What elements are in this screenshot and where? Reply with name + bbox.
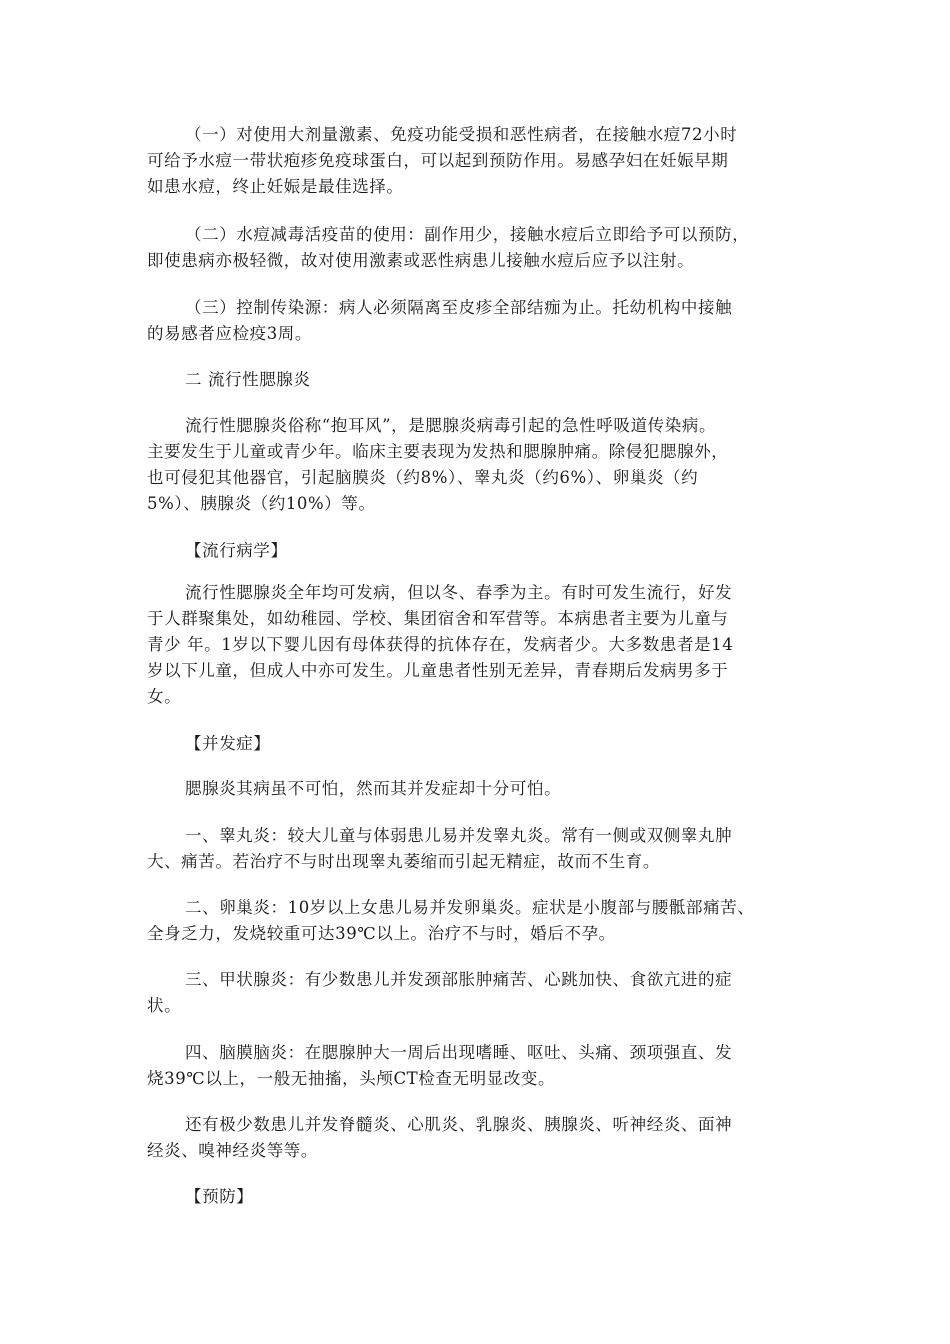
text-line: 女。 — [147, 687, 182, 706]
text-line: 三、甲状腺炎：有少数患儿并发颈部胀肿痛苦、心跳加快、食欲亢进的症 — [185, 970, 733, 989]
text-line: 【预防】 — [185, 1187, 254, 1206]
text-line: 可给予水痘一带状疱疹免疫球蛋白，可以起到预防作用。易感孕妇在妊娠早期 — [147, 151, 729, 170]
paragraph-other-complications — [147, 1112, 807, 1164]
text-line: （三）控制传染源：病人必须隔离至皮疹全部结痂为止。托幼机构中接触 — [185, 298, 733, 317]
text-line: 流行性腮腺炎全年均可发病，但以冬、春季为主。有时可发生流行，好发 — [185, 583, 733, 602]
text-line: 即使患病亦极轻微，故对使用激素或恶性病患儿接触水痘后应予以注射。 — [147, 251, 695, 270]
text-line: 岁以下儿童，但成人中亦可发生。儿童患者性别无差异，青春期后发病男多于 — [147, 661, 729, 680]
text-line: （二）水痘减毒活疫苗的使用：副作用少，接触水痘后立即给予可以预防， — [185, 225, 750, 244]
section-heading-mumps — [147, 367, 807, 393]
text-line: 经炎、嗅神经炎等等。 — [147, 1141, 318, 1160]
paragraph-oophoritis — [147, 895, 807, 947]
paragraph-orchitis — [147, 823, 807, 875]
text-line: 也可侵犯其他器官，引起脑膜炎（约8%）、睾丸炎（约6%）、卵巢炎（约 — [147, 468, 699, 487]
text-line: 【流行病学】 — [185, 541, 288, 560]
paragraph-control-source — [147, 295, 807, 347]
text-line: 的易感者应检疫3周。 — [147, 324, 312, 343]
text-line: 还有极少数患儿并发脊髓炎、心肌炎、乳腺炎、胰腺炎、听神经炎、面神 — [185, 1115, 733, 1134]
section-heading-prevention — [147, 1184, 807, 1210]
text-line: 四、脑膜脑炎：在腮腺肿大一周后出现嗜睡、呕吐、头痛、颈项强直、发 — [185, 1043, 733, 1062]
text-line: 于人群聚集处，如幼稚园、学校、集团宿舍和军营等。本病患者主要为儿童与 — [147, 609, 729, 628]
text-line: 主要发生于儿童或青少年。临床主要表现为发热和腮腺肿痛。除侵犯腮腺外， — [147, 442, 729, 461]
text-line: 全身乏力，发烧较重可达39℃以上。治疗不与时，婚后不孕。 — [147, 924, 616, 943]
text-line: 大、痛苦。若治疗不与时出现睾丸萎缩而引起无精症，故而不生育。 — [147, 852, 660, 871]
paragraph-thyroiditis — [147, 967, 807, 1019]
text-line: 5%）、胰腺炎（约10%）等。 — [147, 494, 376, 513]
text-line: 二、卵巢炎：10岁以上女患儿易并发卵巢炎。症状是小腹部与腰骶部痛苦、 — [185, 898, 755, 917]
text-line: 烧39℃以上，一般无抽搐，头颅CT检查无明显改变。 — [147, 1069, 556, 1088]
text-line: 如患水痘，终止妊娠是最佳选择。 — [147, 177, 404, 196]
section-heading-epidemiology — [147, 538, 807, 564]
paragraph-passive-immunization — [147, 122, 807, 200]
text-line: 流行性腮腺炎俗称“抱耳风”，是腮腺炎病毒引起的急性呼吸道传染病。 — [185, 416, 717, 435]
text-line: 【并发症】 — [185, 734, 271, 753]
text-line: 一、睾丸炎：较大儿童与体弱患儿易并发睾丸炎。常有一侧或双侧睾丸肿 — [185, 826, 733, 845]
paragraph-meningoencephalitis — [147, 1040, 807, 1092]
paragraph-mumps-intro — [147, 413, 807, 517]
paragraph-complications-intro — [147, 776, 807, 802]
text-line: （一）对使用大剂量激素、免疫功能受损和恶性病者，在接触水痘72小时 — [185, 125, 738, 144]
text-line: 青少 年。1岁以下婴儿因有母体获得的抗体存在，发病者少。大多数患者是14 — [147, 635, 734, 654]
section-heading-complications — [147, 731, 807, 757]
text-line: 腮腺炎其病虽不可怕，然而其并发症却十分可怕。 — [185, 779, 562, 798]
paragraph-epidemiology — [147, 580, 807, 710]
text-line: 状。 — [147, 996, 182, 1015]
paragraph-live-vaccine — [147, 222, 807, 274]
text-line: 二 流行性腮腺炎 — [185, 370, 311, 389]
